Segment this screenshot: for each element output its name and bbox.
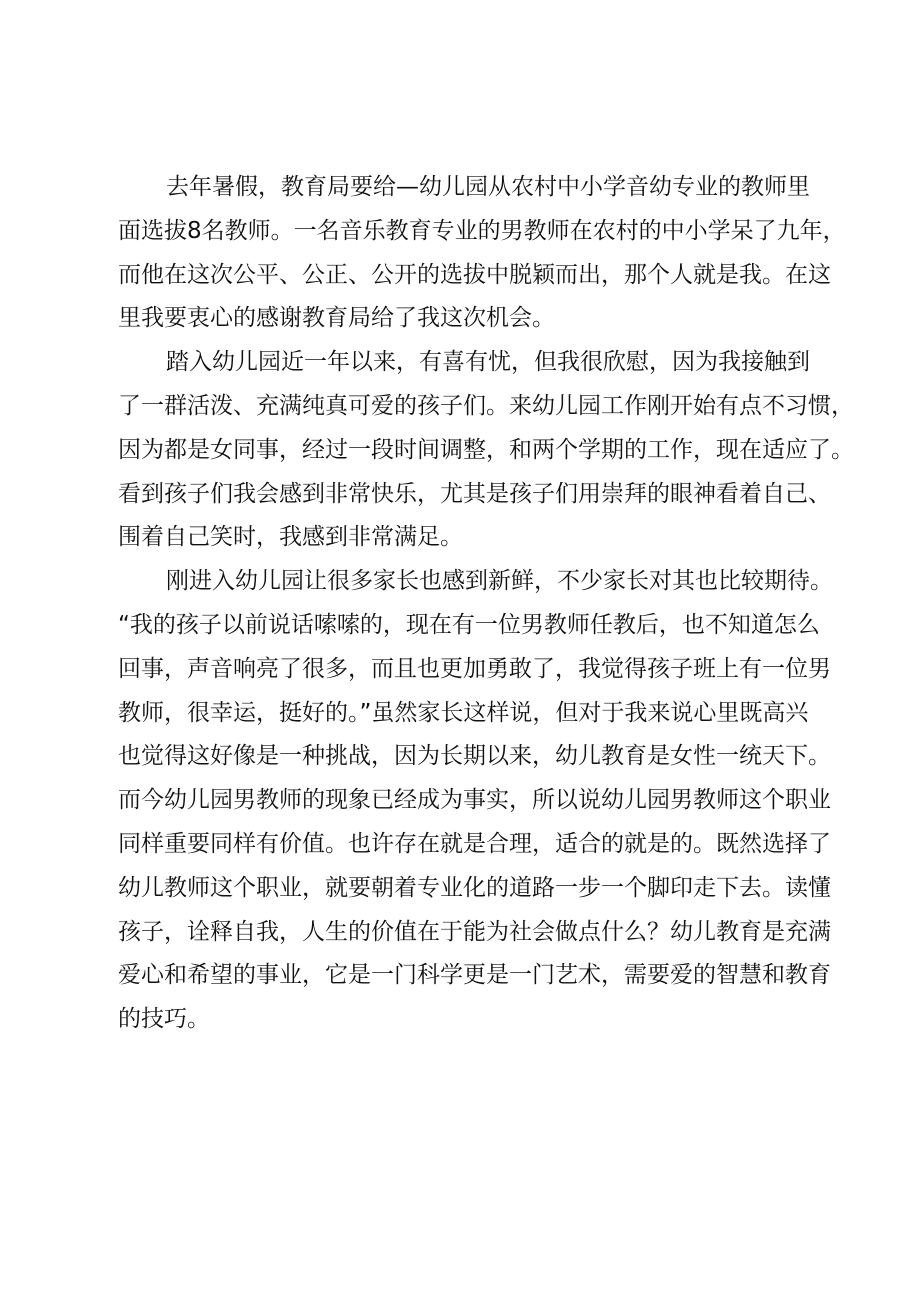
paragraph-1-line-4: 里我要衷心的感谢教育局给了我这次机会。 (118, 305, 555, 332)
paragraph-3-line-9: 孩子，诠释自我，人生的价值在于能为社会做点什么？幼儿教育是充满 (118, 918, 831, 945)
paragraph-3-line-4: 教师，很幸运，挺好的。”虽然家长这样说，但对于我来说心里既高兴 (118, 699, 809, 726)
paragraph-1-line-1: 去年暑假，教育局要给—幼儿园从农村中小学音幼专业的教师里 (166, 174, 810, 200)
paragraph-3-line-11: 的技巧。 (118, 1006, 210, 1033)
paragraph-3-line-3: 回事，声音响亮了很多，而且也更加勇敢了，我觉得孩子班上有一位男 (118, 655, 831, 682)
paragraph-3-line-6: 而今幼儿园男教师的现象已经成为事实，所以说幼儿园男教师这个职业 (118, 787, 831, 814)
paragraph-1 (118, 166, 858, 341)
paragraph-3-line-5: 也觉得这好像是一种挑战，因为长期以来，幼儿教育是女性一统天下。 (118, 743, 831, 770)
paragraph-2-line-2: 了一群活泼、充满纯真可爱的孩子们。来幼儿园工作刚开始有点不习惯， (118, 392, 854, 419)
paragraph-3-line-8: 幼儿教师这个职业，就要朝着专业化的道路一步一个脚印走下去。读懂 (118, 874, 831, 901)
paragraph-2-line-1: 踏入幼儿园近一年以来，有喜有忧，但我很欣慰，因为我接触到 (166, 349, 810, 376)
paragraph-3-line-1: 刚进入幼儿园让很多家长也感到新鲜，不少家长对其也比较期待。 (166, 568, 833, 595)
paragraph-2-line-5: 围着自己笑时，我感到非常满足。 (118, 524, 463, 551)
paragraph-3-line-7: 同样重要同样有价值。也许存在就是合理，适合的就是的。既然选择了 (118, 830, 831, 857)
paragraph-2 (118, 341, 858, 560)
document-body (118, 166, 858, 1042)
paragraph-1-line-3: 而他在这次公平、公正、公开的选拔中脱颖而出，那个人就是我。在这 (118, 261, 831, 288)
paragraph-3-line-10: 爱心和希望的事业，它是一门科学更是一门艺术，需要爱的智慧和教育 (118, 962, 831, 989)
paragraph-1-line-2: 面选拔8名教师。一名音乐教育专业的男教师在农村的中小学呆了九年， (118, 217, 846, 244)
paragraph-2-line-3: 因为都是女同事，经过一段时间调整，和两个学期的工作，现在适应了。 (118, 436, 854, 463)
paragraph-3-line-2: “我的孩子以前说话嗦嗦的，现在有一位男教师任教后，也不知道怎么 (118, 611, 820, 638)
paragraph-2-line-4: 看到孩子们我会感到非常快乐，尤其是孩子们用崇拜的眼神看着自己、 (118, 480, 831, 507)
paragraph-3 (118, 560, 858, 1042)
